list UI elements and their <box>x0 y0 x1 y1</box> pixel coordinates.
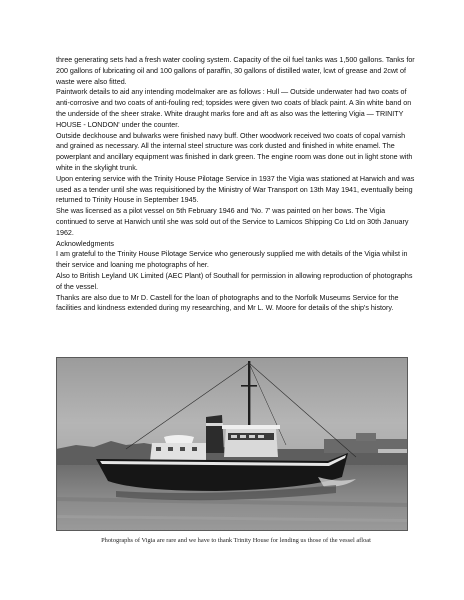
paragraph-ack-thanks: Thanks are also due to Mr D. Castell for the loan of photographs and to the Norfolk Museums Service for the facilities and kindness extended during my researching, and Mr L. W. Moore for details of the ship's history. <box>56 293 399 313</box>
paragraph-fuel-tanks: three generating sets had a fresh water cooling system. Capacity of the oil fuel tanks was 1,500 gallons. Tanks for 200 gallons of lubricating oil and 100 gallons of paraffin, 30 gallons of distilled water, lcwt of grease and 2cwt of waste were also fitted. <box>56 56 415 86</box>
paragraph-deckhouse: Outside deckhouse and bulwarks were finished navy buff. Other woodwork received two coats of copal varnish and grained as necessary. All the internal steel structure was cork dusted and finished in white enamel. The powerplant and ancillary equipment was finished in dark green. The engine room was done out in light stone with white in the skylight trunk. <box>56 131 413 172</box>
vessel-photo-drawing <box>56 357 408 531</box>
vessel-photograph <box>56 357 408 531</box>
paragraph-pilot-licence: She was licensed as a pilot vessel on 5th February 1946 and 'No. 7' was painted on her bows. The Vigia continued to serve at Harwich until she was sold out of the Service to Lamicos Shipping Co Ltd on 30th January 1962. <box>56 207 409 237</box>
paragraph-paintwork: Paintwork details to aid any intending modelmaker are as follows : Hull — Outside underwater had two coats of anti-corrosive and two coats of anti-fouling red; topsides were given two coats of black paint. A 3in white band on the underside of the sheer strake. White draught marks fore and aft as also was the lettering Vigia — TRINITY HOUSE - LONDON' under the counter. <box>56 88 412 129</box>
photo-caption: Photographs of Vigia are rare and we have to thank Trinity House for lending us those of the vessel afloat <box>101 537 371 544</box>
paragraph-ack-trinity-house: I am grateful to the Trinity House Pilotage Service who generously supplied me with details of the Vigia whilst in their service and loaning me photographs of her. <box>56 250 408 270</box>
paragraph-service-history: Upon entering service with the Trinity House Pilotage Service in 1937 the Vigia was stationed at Harwich and was used as a tender until she was requisitioned by the Ministry of War Transport on 13th May 1941, eventually being returned to Trinity House in September 1945. <box>56 174 415 205</box>
article-body <box>56 55 418 314</box>
acknowledgments-heading: Acknowledgments <box>56 239 114 248</box>
paragraph-ack-british-leyland: Also to British Leyland UK Limited (AEC Plant) of Southall for permission in allowing reproduction of photographs of the vessel. <box>56 271 413 291</box>
